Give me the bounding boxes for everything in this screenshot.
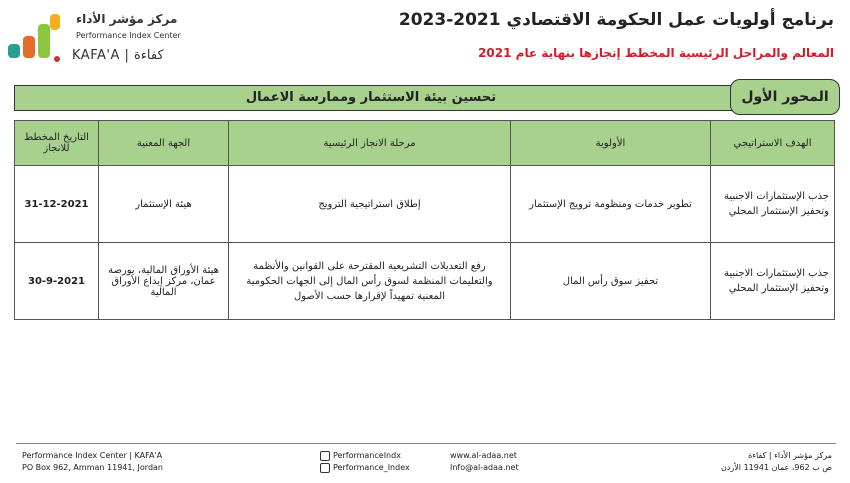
footer-address-en (22, 450, 163, 474)
header-goal: الهدف الاستراتيجي (711, 121, 835, 166)
cell-priority: تحفيز سوق رأس المال (511, 243, 711, 320)
axis-section (14, 85, 840, 111)
footer-address-ar (721, 450, 832, 474)
instagram-icon (320, 451, 330, 461)
table-row (15, 243, 835, 320)
footer-contact (450, 450, 519, 474)
logo-bar (54, 56, 60, 62)
logo-brand: KAFA'A | كفاءة (72, 48, 164, 63)
cell-entity: هيئة الإستثمار (99, 166, 229, 243)
cell-entity: هيئة الأوراق المالية، بورصة عمان، مركز إيداع الأوراق المالية (99, 243, 229, 320)
cell-priority: تطوير خدمات ومنظومة ترويج الإستثمار (511, 166, 711, 243)
header-entity: الجهة المعنية (99, 121, 229, 166)
header-date: التاريخ المخطط للانجاز (15, 121, 99, 166)
footer-org-en: Performance Index Center | KAFA'A (22, 451, 163, 460)
footer-divider (16, 443, 836, 444)
axis-title: تحسين بيئة الاستثمار وممارسة الاعمال (245, 90, 497, 105)
cell-stage: إطلاق استراتيجية الترويج (229, 166, 511, 243)
logo-bar (8, 44, 20, 58)
footer-social (320, 450, 410, 474)
logo (6, 10, 181, 72)
logo-bar (50, 14, 60, 30)
milestones-table (14, 120, 835, 320)
footer-social-handle-1[interactable]: PerformanceIndx (333, 451, 401, 460)
footer-pobox-en: PO Box 962, Amman 11941, Jordan (22, 463, 163, 472)
logo-english-name: Performance Index Center (76, 31, 181, 40)
page-title: برنامج أولويات عمل الحكومة الاقتصادي 2021-2023 (398, 10, 834, 30)
header-priority: الأولوية (511, 121, 711, 166)
cell-date: 31-12-2021 (15, 166, 99, 243)
page-subtitle: المعالم والمراحل الرئيسية المخطط إنجازها بنهاية عام 2021 (478, 46, 834, 60)
cell-date: 30-9-2021 (15, 243, 99, 320)
cell-stage: رفع التعديلات التشريعية المقترحة على القوانين والأنظمة والتعليمات المنظمة لسوق رأس المال إلى الجهات الحكومية المعنية تمهيداً لإقرارها حسب الأصول (229, 243, 511, 320)
footer-website-link[interactable]: www.al-adaa.net (450, 451, 517, 460)
table-header-row (15, 121, 835, 166)
logo-arabic-name: مركز مؤشر الأداء (76, 12, 178, 26)
footer-pobox-ar: ص ب 962، عمان 11941 الأردن (720, 463, 832, 472)
cell-goal: جذب الإستثمارات الاجنبية وتحفيز الإستثمار المحلي (711, 243, 835, 320)
cell-goal: جذب الإستثمارات الاجنبية وتحفيز الإستثمار المحلي (711, 166, 835, 243)
logo-bars-icon (6, 10, 66, 72)
table-row (15, 166, 835, 243)
axis-label: المحور الأول (730, 79, 840, 115)
footer-email-link[interactable]: Info@al-adaa.net (450, 463, 519, 472)
logo-bar (38, 24, 50, 58)
footer-social-handle-2[interactable]: Performance_Index (333, 463, 410, 472)
footer-org-ar: مركز مؤشر الأداء | كفاءة (748, 451, 832, 460)
header-stage: مرحلة الانجاز الرئيسية (229, 121, 511, 166)
logo-bar (23, 36, 35, 58)
axis-title-bar (14, 85, 736, 111)
twitter-icon (320, 463, 330, 473)
